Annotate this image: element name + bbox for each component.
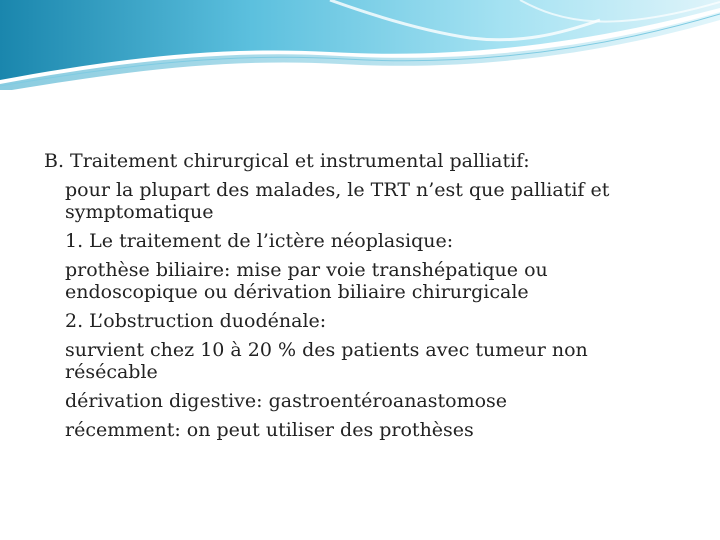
body-line: dérivation digestive: gastroentéroanastomose bbox=[65, 390, 508, 412]
section-heading: B. Traitement chirurgical et instrumental palliatif: bbox=[44, 150, 530, 172]
body-line: récemment: on peut utiliser des prothèses bbox=[65, 419, 474, 441]
body-line: survient chez 10 à 20 % des patients avec tumeur non résécable bbox=[65, 339, 588, 383]
body-line: pour la plupart des malades, le TRT n’est que palliatif et symptomatique bbox=[65, 179, 610, 223]
header-wave-decoration bbox=[0, 0, 720, 90]
subheading-2: 2. L’obstruction duodénale: bbox=[65, 310, 327, 332]
subheading-1: 1. Le traitement de l’ictère néoplasique: bbox=[65, 230, 454, 252]
slide-body bbox=[44, 150, 684, 448]
body-line: prothèse biliaire: mise par voie transhépatique ou endoscopique ou dérivation biliaire chirurgicale bbox=[65, 259, 548, 303]
